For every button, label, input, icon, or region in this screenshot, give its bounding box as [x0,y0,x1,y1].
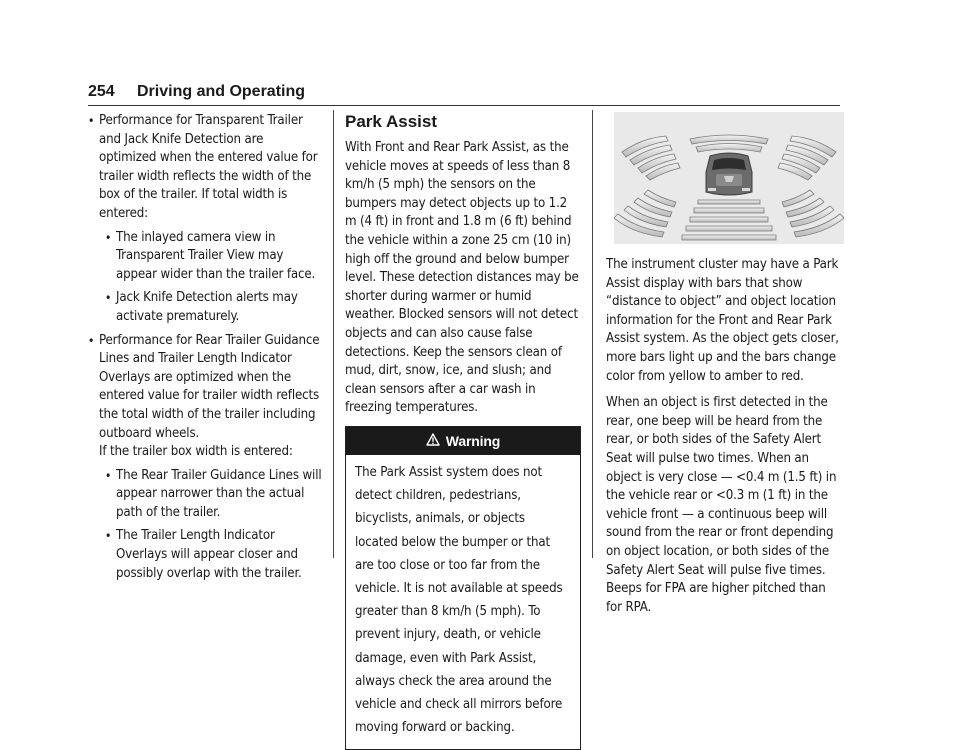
list-item: • The Trailer Length Indicator Overlays will appear closer and possibly overlap with the trailer. [99,527,324,583]
warning-header [346,427,580,455]
column-divider [333,110,334,558]
list-item-text: Performance for Rear Trailer Guidance Lines and Trailer Length Indicator Overlays are optimized when the entered value for trailer width reflects the total width of the trailer including outboard wheels. [99,332,320,441]
park-assist-display-icon [614,112,844,244]
column-divider [592,110,593,558]
page-number: 254 [88,83,115,100]
list-item [88,332,324,584]
body-paragraph: The instrument cluster may have a Park Assist display with bars that show “distance to object” and object location information for the Front and Rear Park Assist system. As the object gets closer, more bars light up and the bars change color from yellow to amber to red. [606,257,839,384]
list-item: • Jack Knife Detection alerts may activate prematurely. [99,289,324,326]
body-paragraph: With Front and Rear Park Assist, as the vehicle moves at speeds of less than 8 km/h (5 mph) the sensors on the bumpers may detect objects up to 1.2 m (4 ft) in front and 1.8 m (6 ft) behind the vehicle within a zone 25 cm (10 in) high off the ground and below bumper level. These detection distances may be shorter during warmer or humid weather. Blocked sensors will not detect objects and can also cause false detections. Keep the sensors clean of mud, dirt, snow, ice, and slush; and clean sensors after a car wash in freezing temperatures. [345,140,579,416]
warning-triangle-icon [426,427,440,455]
column-1 [88,112,324,588]
list-item [88,112,324,327]
sub-bullet-list [99,229,324,327]
sub-bullet-list [99,467,324,584]
section-heading: Park Assist [345,112,437,131]
body-paragraph: When an object is first detected in the rear, one beep will be heard from the rear, or both sides of the Safety Alert Seat will pulse two times. When an object is very close — <0.4 m (1.5 ft) in the vehicle rear or <0.3 m (1 ft) in the vehicle front — a continuous beep will sound from the rear or front depending on object location, or both sides of the Safety Alert Seat will pulse five times. Beeps for FPA are higher pitched than for RPA. [606,395,837,615]
warning-label: Warning [445,432,501,449]
section-title: Driving and Operating [137,83,306,100]
list-item-text: Performance for Transparent Trailer and Jack Knife Detection are optimized when the entered value for trailer width reflects the width of the box of the trailer. If total width is entered: [99,113,318,221]
list-item-text: If the trailer box width is entered: [99,444,293,460]
column-3 [606,112,842,625]
bullet-list [88,112,324,583]
warning-text: The Park Assist system does not detect children, pedestrians, bicyclists, animals, or objects located below the bumper or that are too close or too far from the vehicle. It is not available at speeds greater than 8 km/h (5 mph). To prevent injury, death, or vehicle damage, even with Park Assist, always check the area around the vehicle and check all mirrors before moving forward or backing. [355,464,563,736]
warning-box [345,426,581,750]
list-item: • The Rear Trailer Guidance Lines will appear narrower than the actual path of the trailer. [99,467,324,523]
column-2 [345,112,581,750]
list-item: • The inlayed camera view in Transparent Trailer View may appear wider than the trailer face. [99,229,324,285]
page-header [88,83,840,106]
